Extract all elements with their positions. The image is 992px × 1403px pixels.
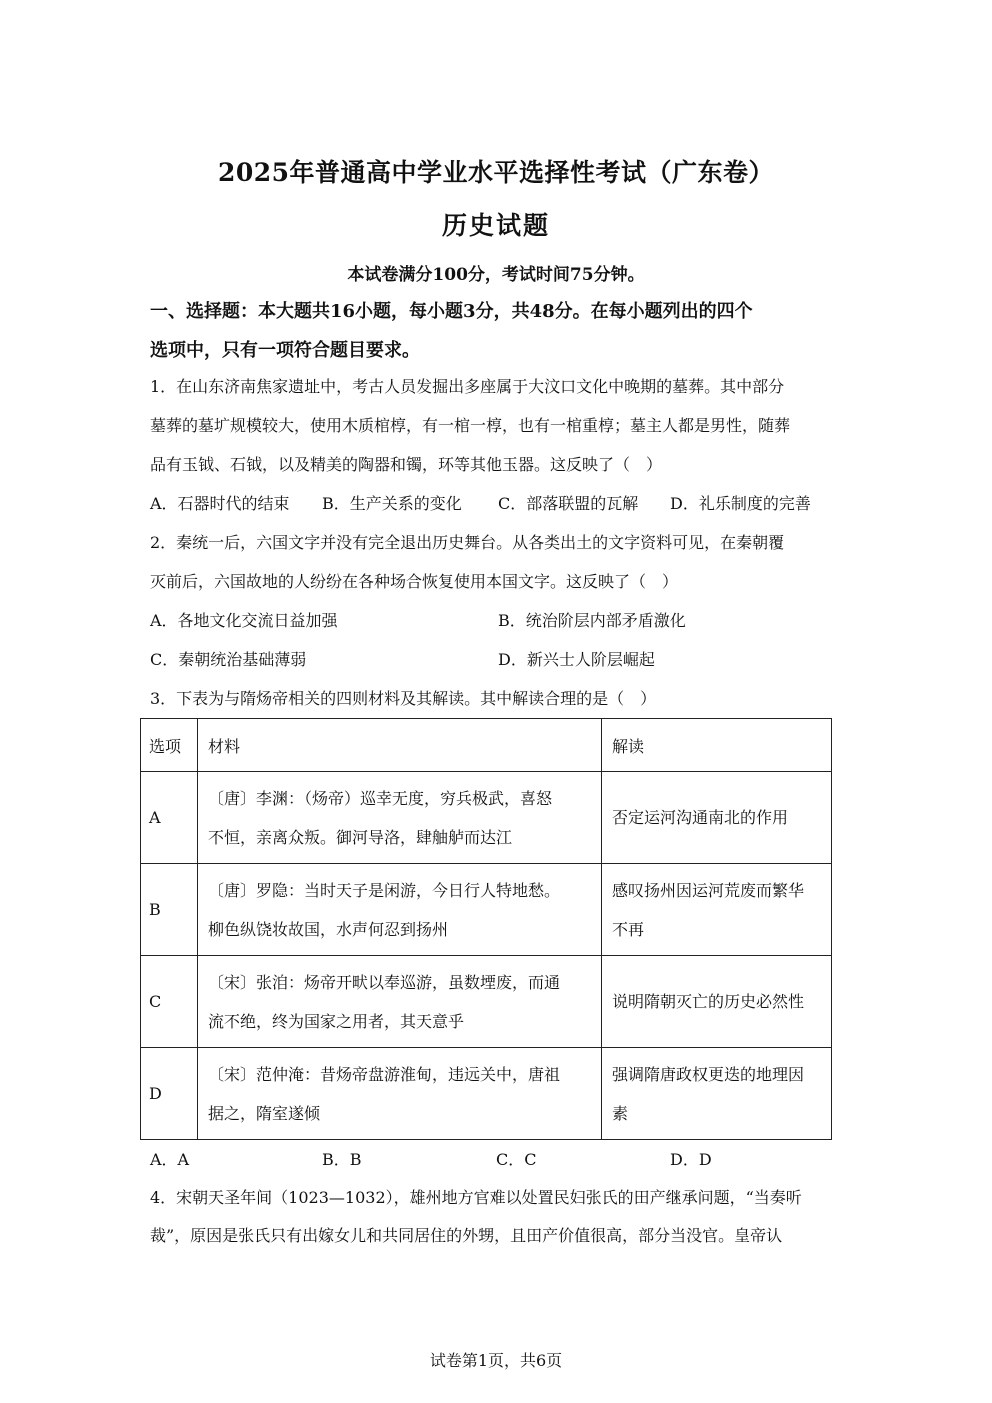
table-cell-option: A — [141, 772, 198, 864]
table-cell-reading — [602, 864, 832, 956]
q2-option-d: D．新兴士人阶层崛起 — [498, 650, 655, 669]
material-line: 流不绝，终为国家之用者，其天意乎 — [208, 1011, 465, 1031]
table-cell-material — [198, 864, 602, 956]
table-cell-material — [198, 1048, 602, 1140]
page-footer: 试卷第1页，共6页 — [429, 1351, 563, 1370]
q2-option-c: C．秦朝统治基础薄弱 — [150, 650, 307, 669]
table-cell-reading — [602, 956, 832, 1048]
reading-line: 感叹扬州因运河荒废而繁华 — [612, 880, 805, 900]
reading-line: 强调隋唐政权更迭的地理因 — [612, 1064, 805, 1084]
q3-option-a: A．A — [150, 1150, 190, 1169]
table-header-row — [141, 719, 832, 772]
exam-note: 本试卷满分100分，考试时间75分钟。 — [347, 265, 645, 285]
table-header-material: 材料 — [198, 719, 602, 772]
table-cell-option: B — [141, 864, 198, 956]
q2-line-1: 2．秦统一后，六国文字并没有完全退出历史舞台。从各类出土的文字资料可见，在秦朝覆 — [150, 533, 785, 552]
q1-line-3: 品有玉钺、石钺，以及精美的陶器和镯，环等其他玉器。这反映了（ ） — [150, 455, 663, 474]
q3-option-c: C．C — [496, 1150, 537, 1169]
q3-stem: 3．下表为与隋炀帝相关的四则材料及其解读。其中解读合理的是（ ） — [150, 689, 657, 708]
material-line: 不恒，亲离众叛。御河导洛，肆舳舻而达江 — [208, 827, 513, 847]
q1-line-1: 1．在山东济南焦家遗址中，考古人员发掘出多座属于大汶口文化中晚期的墓葬。其中部分 — [150, 377, 785, 396]
q1-option-a: A．石器时代的结束 — [150, 494, 290, 513]
q4-line-2: 裁”，原因是张氏只有出嫁女儿和共同居住的外甥，且田产价值很高，部分当没官。皇帝认 — [150, 1226, 783, 1245]
reading-line: 不再 — [612, 919, 645, 939]
exam-subtitle: 历史试题 — [441, 211, 550, 240]
q1-option-d: D．礼乐制度的完善 — [670, 494, 811, 513]
material-line: 〔宋〕范仲淹：昔炀帝盘游淮甸，违远关中，唐祖 — [208, 1064, 561, 1084]
q3-option-d: D．D — [670, 1150, 712, 1169]
q2-option-b: B．统治阶层内部矛盾激化 — [498, 611, 686, 630]
q2-option-a: A．各地文化交流日益加强 — [150, 611, 338, 630]
section-heading-line2: 选项中，只有一项符合题目要求。 — [150, 340, 420, 361]
table-cell-option: D — [141, 1048, 198, 1140]
q1-option-c: C．部落联盟的瓦解 — [498, 494, 639, 513]
table-cell-reading — [602, 1048, 832, 1140]
section-heading-line1: 一、选择题：本大题共16小题，每小题3分，共48分。在每小题列出的四个 — [150, 301, 753, 322]
reading-line: 说明隋朝灭亡的历史必然性 — [612, 992, 805, 1011]
exam-title: 2025年普通高中学业水平选择性考试（广东卷） — [217, 158, 775, 187]
table-cell-reading — [602, 772, 832, 864]
table-row — [141, 1048, 832, 1140]
table-cell-material — [198, 956, 602, 1048]
table-row — [141, 956, 832, 1048]
q1-line-2: 墓葬的墓圹规模较大，使用木质棺椁，有一棺一椁，也有一棺重椁；墓主人都是男性，随葬 — [150, 416, 791, 435]
q4-line-1: 4．宋朝天圣年间（1023—1032），雄州地方官难以处置民妇张氏的田产继承问题，“当奏听 — [150, 1188, 802, 1207]
table-cell-option: C — [141, 956, 198, 1048]
q3-option-b: B．B — [322, 1150, 362, 1169]
q2-line-2: 灭前后，六国故地的人纷纷在各种场合恢复使用本国文字。这反映了（ ） — [150, 572, 679, 591]
table-row — [141, 772, 832, 864]
material-line: 〔宋〕张洎：炀帝开畎以奉巡游，虽数堙废，而通 — [208, 972, 561, 992]
table-cell-material — [198, 772, 602, 864]
table-header-reading: 解读 — [602, 719, 832, 772]
table-row — [141, 864, 832, 956]
material-line: 据之，隋室遂倾 — [208, 1103, 321, 1123]
reading-line: 否定运河沟通南北的作用 — [612, 808, 789, 827]
material-line: 柳色纵饶妆故国，水声何忍到扬州 — [208, 919, 449, 939]
table-header-option: 选项 — [141, 719, 198, 772]
material-line: 〔唐〕罗隐：当时天子是闲游，今日行人特地愁。 — [208, 880, 561, 900]
q1-option-b: B．生产关系的变化 — [322, 494, 462, 513]
q3-table — [140, 718, 832, 1140]
reading-line: 素 — [612, 1103, 629, 1123]
material-line: 〔唐〕李渊：（炀帝）巡幸无度，穷兵极武，喜怒 — [208, 788, 553, 808]
